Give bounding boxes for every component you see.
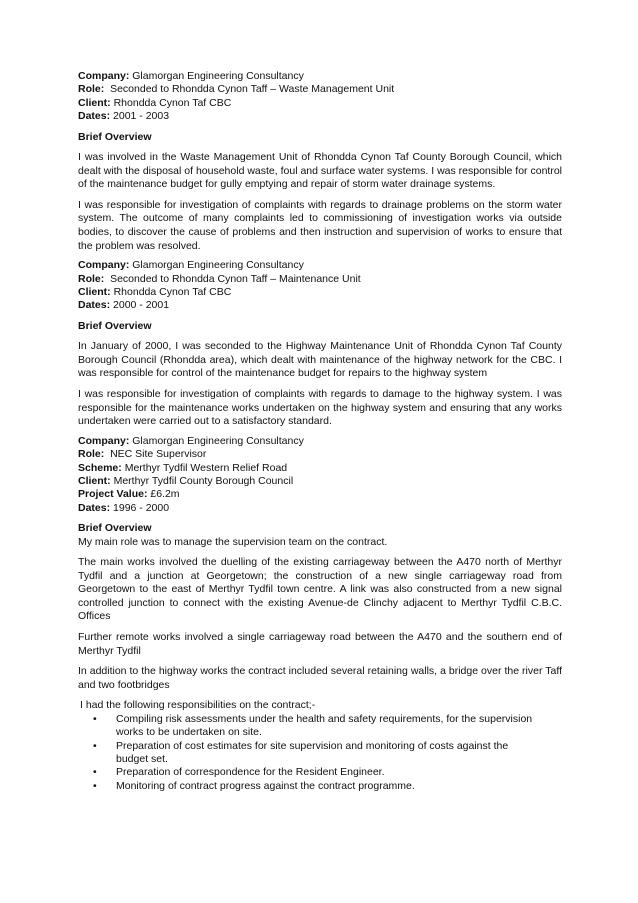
- field-label: Client:: [78, 286, 111, 298]
- field-value: 2000 - 2001: [110, 299, 170, 312]
- field-value: Merthyr Tydfil County Borough Council: [110, 475, 294, 487]
- field-value: Glamorgan Engineering Consultancy: [129, 259, 304, 272]
- client-field: [78, 97, 562, 110]
- paragraph: I was responsible for investigation of complaints with regards to damage to the highway system. I was responsible for the maintenance works undertaken on the highway system and ensuring that any works undertaken were carried out to a satisfactory standard.: [78, 388, 562, 428]
- field-label: Client:: [78, 96, 111, 109]
- field-value: Seconded to Rhondda Cynon Taff – Maintenance Unit: [104, 272, 361, 285]
- field-value: Rhondda Cynon Taf CBC: [110, 96, 232, 109]
- list-item-text: Preparation of correspondence for the Resident Engineer.: [116, 766, 385, 779]
- dates-field: [78, 502, 562, 515]
- section-heading: Brief Overview: [78, 130, 152, 143]
- company-field: [78, 259, 562, 272]
- responsibilities-intro: I had the following responsibilities on the contract;-: [80, 699, 316, 712]
- bullet-icon: •: [93, 739, 97, 752]
- scheme-field: [78, 462, 562, 475]
- section-relief-road: [78, 435, 562, 793]
- field-value: Glamorgan Engineering Consultancy: [129, 434, 304, 447]
- field-label: Company:: [78, 70, 130, 82]
- list-item: [78, 713, 562, 740]
- field-value: Seconded to Rhondda Cynon Taff – Waste Management Unit: [104, 83, 395, 96]
- dates-field: [78, 299, 562, 312]
- field-label: Role:: [78, 448, 105, 461]
- paragraph: I was involved in the Waste Management Unit of Rhondda Cynon Taf County Borough Council, which dealt with the disposal of household waste, foul and surface water systems. I was responsible for control of the maintenance budget for gully emptying and repair of storm water drainage systems.: [78, 151, 562, 191]
- paragraph: Further remote works involved a single carriageway road between the A470 and the southern end of Merthyr Tydfil: [78, 631, 562, 657]
- section-heading: Brief Overview: [78, 522, 152, 535]
- responsibilities-list: [78, 713, 562, 793]
- field-label: Dates:: [78, 110, 111, 123]
- document-page: [78, 70, 562, 793]
- field-label: Scheme:: [78, 461, 122, 474]
- field-label: Company:: [78, 259, 130, 272]
- client-field: [78, 475, 562, 488]
- dates-field: [78, 110, 562, 123]
- paragraph: I was responsible for investigation of complaints with regards to drainage problems on the storm water system. The outcome of many complaints led to commissioning of investigation works via outside bodies, to discover the cause of problems and then instruction and supervision of works to ensure that the problem was resolved.: [78, 198, 562, 252]
- bullet-icon: •: [93, 779, 97, 792]
- role-field: [78, 273, 562, 286]
- list-item-text: Preparation of cost estimates for site supervision and monitoring of costs against the budget set.: [116, 739, 509, 765]
- list-item-text: Compiling risk assessments under the health and safety requirements, for the supervision works to be undertaken on site.: [116, 712, 533, 739]
- field-label: Role:: [78, 83, 105, 96]
- section-maintenance-unit: [78, 259, 562, 435]
- paragraph: In January of 2000, I was seconded to the Highway Maintenance Unit of Rhondda Cynon Taf County Borough Council (Rhondda area), which dealt with maintenance of the highway network for the CBC. I was responsible for control of the maintenance budget for repairs to the highway system: [78, 340, 562, 380]
- field-value: 2001 - 2003: [110, 110, 170, 123]
- client-field: [78, 286, 562, 299]
- paragraph: In addition to the highway works the contract included several retaining walls, a bridge over the river Taff and two footbridges: [78, 665, 562, 691]
- company-field: [78, 70, 562, 83]
- paragraph: The main works involved the duelling of the existing carriageway between the A470 north of Merthyr Tydfil and a junction at Georgetown; the construction of a new single carriageway road from Georgetown to the east of Merthyr Tydfil town centre. A link was also constructed from a new signal controlled junction to connect with the existing Avenue-de Clinchy adjacent to Merthyr Tydfil C.B.C. Offices: [78, 556, 562, 623]
- company-field: [78, 435, 562, 448]
- bullet-icon: •: [93, 712, 97, 725]
- field-label: Dates:: [78, 501, 111, 514]
- section-waste-management: [78, 70, 562, 259]
- section-heading: Brief Overview: [78, 319, 152, 332]
- field-label: Client:: [78, 475, 111, 487]
- list-item: [78, 780, 562, 793]
- field-value: £6.2m: [147, 488, 180, 501]
- field-value: Merthyr Tydfil Western Relief Road: [121, 461, 288, 474]
- field-label: Project Value:: [78, 488, 148, 501]
- field-label: Dates:: [78, 299, 111, 312]
- list-item-text: Monitoring of contract progress against the contract programme.: [116, 779, 415, 792]
- field-label: Role:: [78, 272, 105, 285]
- list-item: [78, 740, 562, 767]
- field-label: Company:: [78, 434, 130, 447]
- role-field: [78, 448, 562, 461]
- field-value: Rhondda Cynon Taf CBC: [110, 286, 232, 298]
- role-field: [78, 83, 562, 96]
- list-item: [78, 766, 562, 779]
- project-value-field: [78, 488, 562, 501]
- lead-sentence: My main role was to manage the supervision team on the contract.: [78, 535, 388, 548]
- field-value: Glamorgan Engineering Consultancy: [129, 70, 304, 82]
- field-value: NEC Site Supervisor: [104, 448, 207, 461]
- field-value: 1996 - 2000: [110, 501, 170, 514]
- bullet-icon: •: [93, 766, 97, 779]
